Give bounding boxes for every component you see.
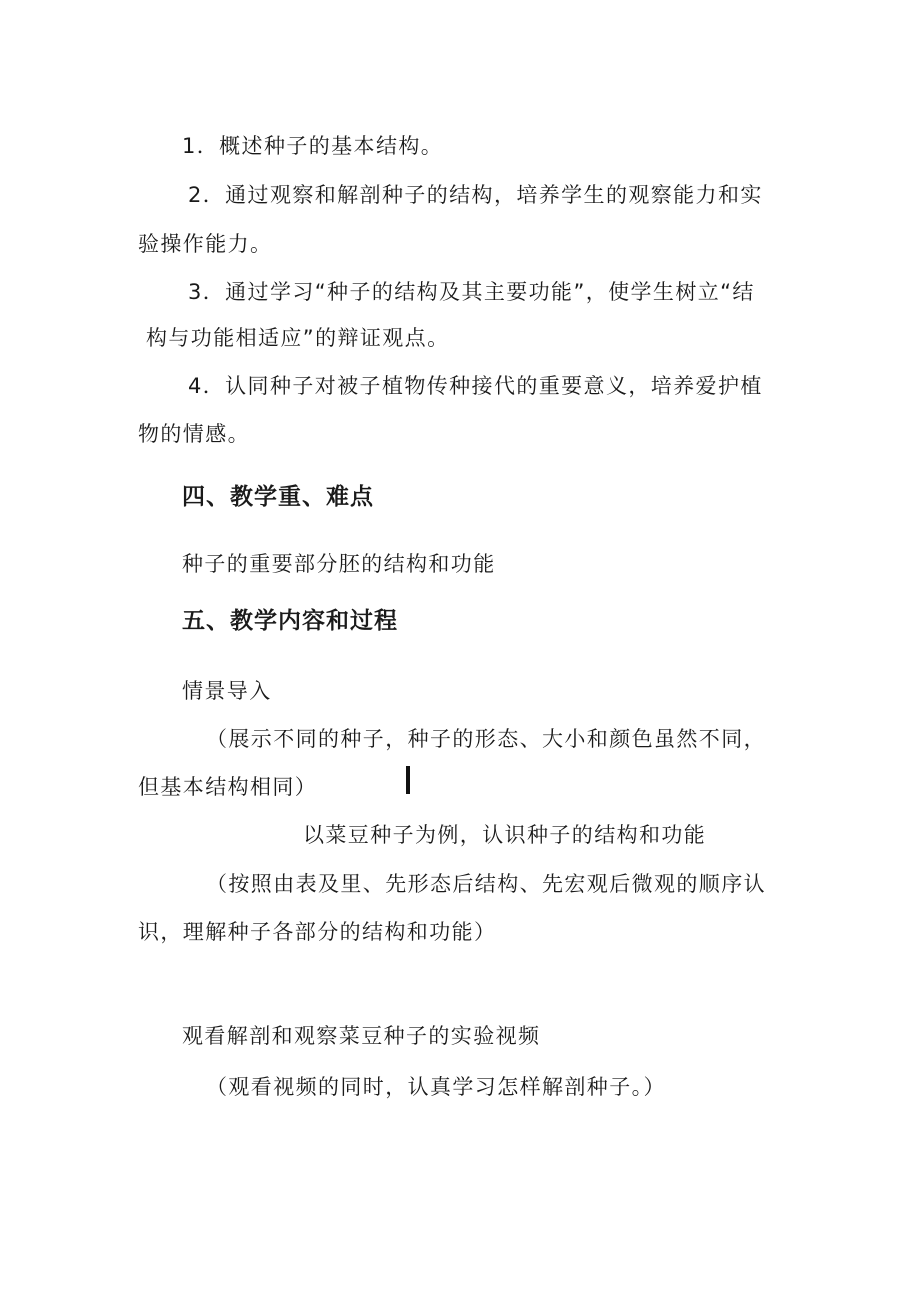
objective-2-line-1: 2．通过观察和解剖种子的结构，培养学生的观察能力和实 xyxy=(188,183,763,207)
intro-label: 情景导入 xyxy=(182,679,272,703)
intro-note-line-1: （展示不同的种子，种子的形态、大小和颜色虽然不同， xyxy=(206,727,766,751)
objective-4-line-1: 4．认同种子对被子植物传种接代的重要意义，培养爱护植 xyxy=(188,374,763,398)
objective-4-line-2: 物的情感。 xyxy=(138,422,250,446)
intro-note-line-2: 但基本结构相同） xyxy=(138,775,318,799)
example-note-line-1: （按照由表及里、先形态后结构、先宏观后微观的顺序认 xyxy=(206,872,766,896)
example-title: 以菜豆种子为例，认识种子的结构和功能 xyxy=(303,823,707,847)
objective-3-line-2: 构与功能相适应”的辩证观点。 xyxy=(146,326,450,350)
section-4-body: 种子的重要部分胚的结构和功能 xyxy=(182,552,496,576)
section-5-heading: 五、教学内容和过程 xyxy=(182,608,398,634)
example-note-line-2: 识，理解种子各部分的结构和功能） xyxy=(138,920,497,944)
objective-1-line-1: 1．概述种子的基本结构。 xyxy=(182,134,444,158)
video-note: （观看视频的同时，认真学习怎样解剖种子。） xyxy=(206,1075,666,1099)
objective-2-line-2: 验操作能力。 xyxy=(138,232,273,256)
objective-3-line-1: 3．通过学习“种子的结构及其主要功能”，使学生树立“结 xyxy=(188,280,755,304)
video-label: 观看解剖和观察菜豆种子的实验视频 xyxy=(182,1024,541,1048)
text-cursor xyxy=(406,766,410,794)
section-4-heading: 四、教学重、难点 xyxy=(182,484,374,510)
